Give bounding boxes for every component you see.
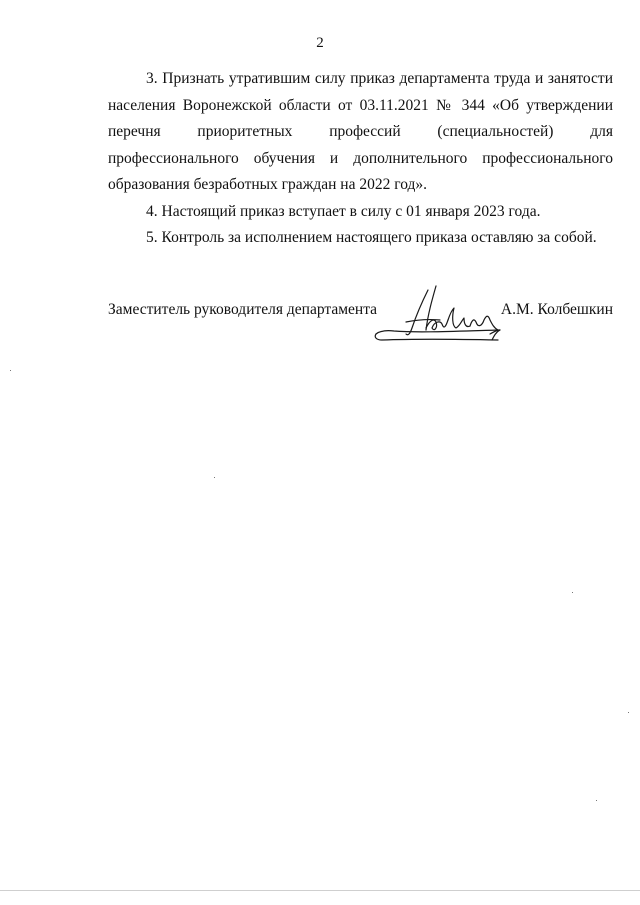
page-number: 2 <box>316 35 324 51</box>
scan-speck <box>10 370 11 371</box>
scan-edge <box>0 890 640 891</box>
signer-name: А.М. Колбешкин <box>500 301 613 318</box>
scan-speck <box>214 477 215 478</box>
handwritten-signature <box>370 284 502 346</box>
scan-speck <box>628 712 629 713</box>
paragraph-3: 3. Признать утратившим силу приказ департамента труда и занятости населения Воронежской области от 03.11.2021 № 344 «Об утверждении перечня приоритетных профессий (специальностей) для профессионального обучения и дополнительного профессионального образования безработных граждан на 2022 год». <box>108 70 613 193</box>
signer-position: Заместитель руководителя департамента <box>108 301 378 318</box>
paragraph-5: 5. Контроль за исполнением настоящего приказа оставляю за собой. <box>146 229 597 246</box>
order-body <box>108 66 613 252</box>
signature-block <box>108 298 613 348</box>
paragraph-4: 4. Настоящий приказ вступает в силу с 01 января 2023 года. <box>146 202 541 220</box>
scan-speck <box>572 592 573 593</box>
scan-speck <box>596 800 597 801</box>
